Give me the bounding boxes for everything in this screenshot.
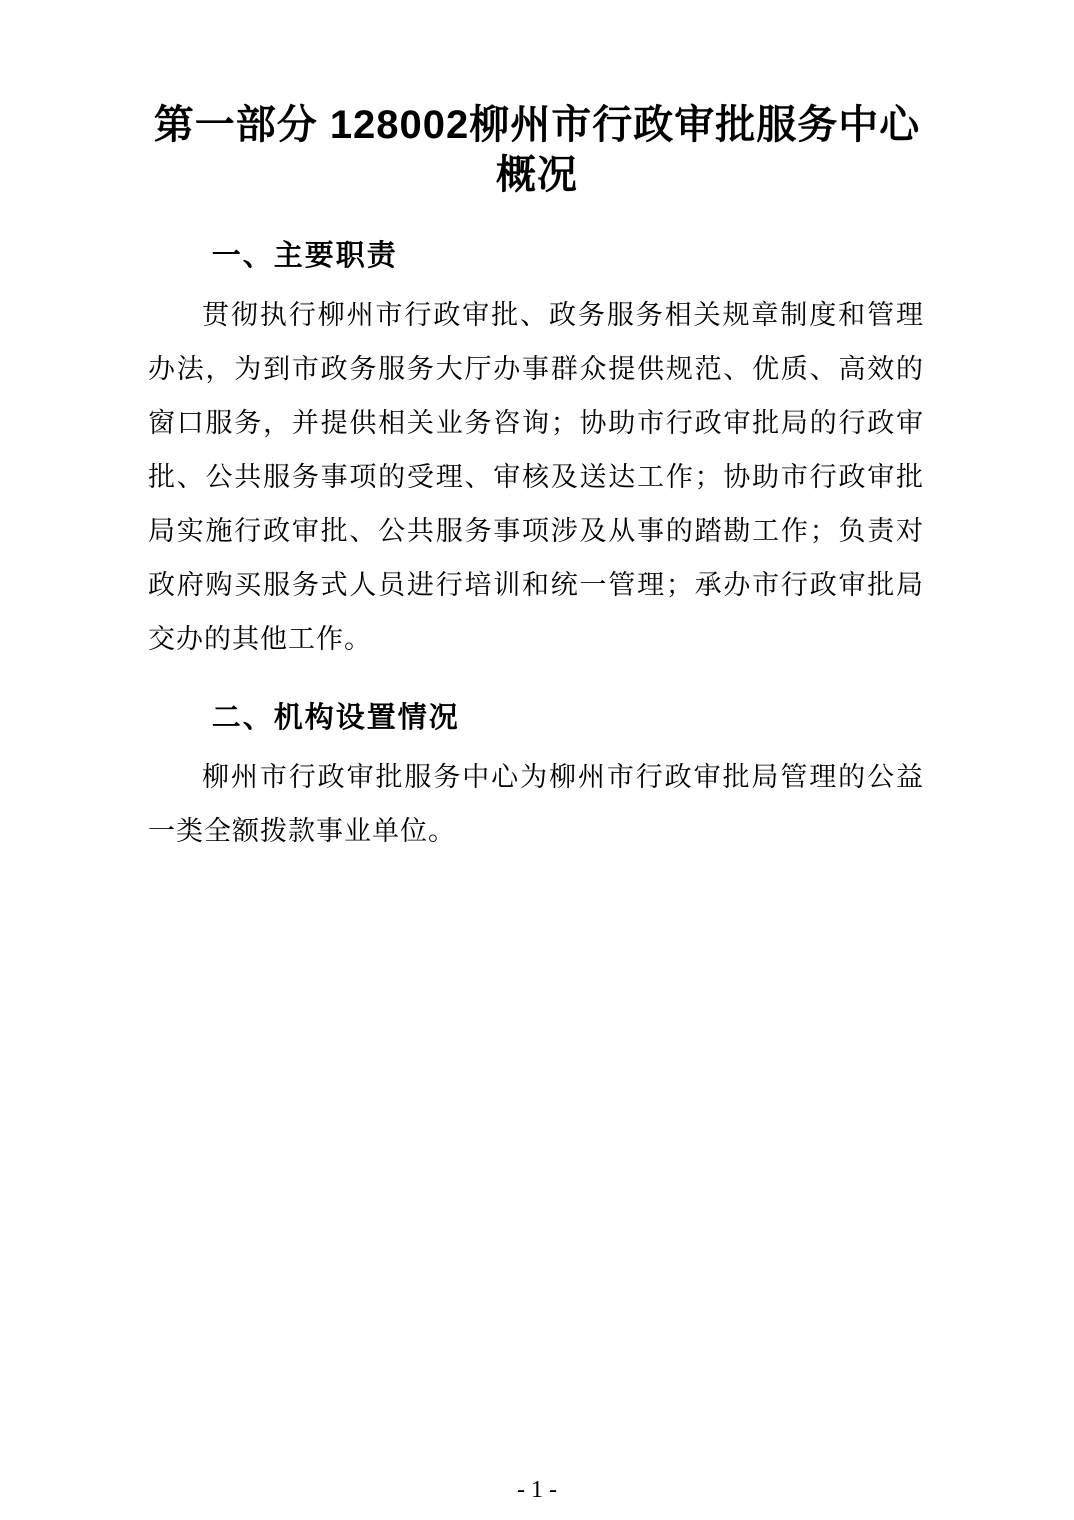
section-heading-organization-setup: 二、机构设置情况 bbox=[211, 702, 460, 734]
section-paragraph-main-duties: 贯彻执行柳州市行政审批、政务服务相关规章制度和管理办法，为到市政务服务大厅办事群众提供规范、优质、高效的窗口服务，并提供相关业务咨询；协助市行政审批局的行政审批、公共服务事项的受理、审核及送达工作；协助市行政审批局实施行政审批、公共服务事项涉及从事的踏勘工作；负责对政府购买服务式人员进行培训和统一管理；承办市行政审批局交办的其他工作。 bbox=[148, 300, 924, 654]
page-number: - 1 - bbox=[517, 1477, 557, 1503]
section-heading-main-duties: 一、主要职责 bbox=[211, 240, 398, 272]
document-title-line-2: 概况 bbox=[496, 153, 578, 197]
document-title bbox=[0, 0, 1074, 200]
document-title-line-1: 第一部分 128002柳州市行政审批服务中心 bbox=[153, 103, 921, 147]
document-body bbox=[0, 236, 1074, 858]
section-paragraph-organization-setup: 柳州市行政审批服务中心为柳州市行政审批局管理的公益一类全额拨款事业单位。 bbox=[148, 762, 924, 846]
